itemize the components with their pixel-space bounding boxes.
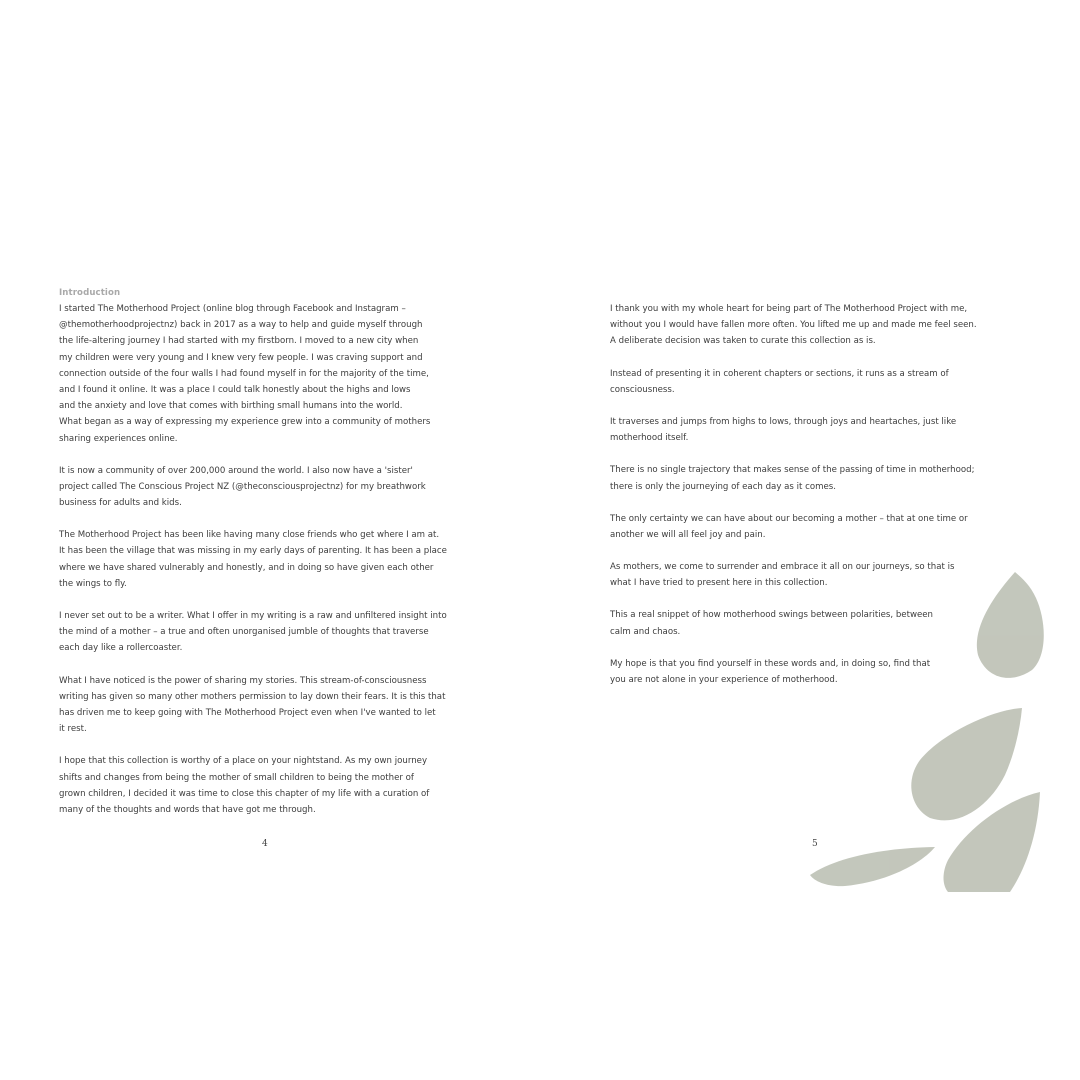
text-line: has driven me to keep going with The Motherhood Project even when I've wanted to let bbox=[59, 707, 436, 718]
text-line: where we have shared vulnerably and honestly, and in doing so have given each other bbox=[59, 562, 434, 573]
text-line: and the anxiety and love that comes with birthing small humans into the world. bbox=[59, 401, 403, 412]
right-page-paragraph bbox=[610, 414, 1030, 446]
text-line: This a real snippet of how motherhood swings between polarities, between bbox=[610, 610, 933, 621]
text-line: What began as a way of expressing my experience grew into a community of mothers bbox=[59, 417, 431, 428]
text-line: you are not alone in your experience of motherhood. bbox=[610, 675, 838, 685]
text-line: sharing experiences online. bbox=[59, 433, 178, 444]
text-line: writing has given so many other mothers permission to lay down their fears. It is this that bbox=[59, 691, 446, 702]
text-line: The only certainty we can have about our becoming a mother – that at one time or bbox=[610, 513, 968, 524]
text-line: shifts and changes from being the mother of small children to being the mother of bbox=[59, 772, 414, 783]
text-line: there is only the journeying of each day as it comes. bbox=[610, 481, 836, 492]
leaf-icon bbox=[977, 572, 1044, 678]
text-line: What I have noticed is the power of sharing my stories. This stream-of-consciousness bbox=[59, 675, 427, 686]
text-line: without you I would have fallen more often. You lifted me up and made me feel seen. bbox=[610, 320, 977, 331]
text-line: the wings to fly. bbox=[59, 578, 127, 589]
left-page-paragraph bbox=[59, 753, 479, 818]
text-line: my children were very young and I knew very few people. I was craving support and bbox=[59, 352, 423, 363]
text-line: it rest. bbox=[59, 724, 87, 735]
leaf-decoration bbox=[800, 560, 1080, 900]
text-line: I never set out to be a writer. What I offer in my writing is a raw and unfiltered insight into bbox=[59, 611, 447, 621]
left-page-body bbox=[59, 301, 479, 818]
leaf-icon bbox=[810, 847, 935, 886]
text-line: @themotherhoodprojectnz) back in 2017 as a way to help and guide myself through bbox=[59, 320, 423, 331]
text-line: what I have tried to present here in this collection. bbox=[610, 578, 828, 589]
text-line: the mind of a mother – a true and often unorganised jumble of thoughts that traverse bbox=[59, 627, 429, 638]
text-line: Instead of presenting it in coherent chapters or sections, it runs as a stream of bbox=[610, 368, 949, 379]
leaf-icon bbox=[911, 708, 1022, 820]
text-line: and I found it online. It was a place I could talk honestly about the highs and lows bbox=[59, 384, 411, 395]
page-number-right: 5 bbox=[812, 839, 818, 849]
right-page-paragraph bbox=[610, 366, 1030, 398]
left-page-paragraph bbox=[59, 527, 479, 592]
page-number-left: 4 bbox=[262, 839, 268, 849]
text-line: It has been the village that was missing in my early days of parenting. It has been a place bbox=[59, 546, 447, 557]
text-line: business for adults and kids. bbox=[59, 498, 182, 509]
text-line: The Motherhood Project has been like having many close friends who get where I am at. bbox=[59, 530, 440, 541]
text-line: calm and chaos. bbox=[610, 626, 681, 637]
text-line: motherhood itself. bbox=[610, 433, 689, 444]
right-page-paragraph bbox=[610, 301, 1030, 350]
text-line: project called The Conscious Project NZ (@theconsciousprojectnz) for my breathwork bbox=[59, 481, 426, 492]
right-page-paragraph bbox=[610, 462, 1030, 494]
section-title: Introduction bbox=[59, 288, 121, 298]
left-page-paragraph bbox=[59, 301, 479, 447]
text-line: the life-altering journey I had started with my firstborn. I moved to a new city when bbox=[59, 336, 419, 347]
text-line: consciousness. bbox=[610, 384, 675, 395]
text-line: connection outside of the four walls I had found myself in for the majority of the time, bbox=[59, 368, 429, 379]
text-line: A deliberate decision was taken to curate this collection as is. bbox=[610, 336, 876, 347]
text-line: My hope is that you find yourself in these words and, in doing so, find that bbox=[610, 658, 931, 669]
text-line: There is no single trajectory that makes sense of the passing of time in motherhood; bbox=[610, 465, 975, 476]
text-line: I started The Motherhood Project (online blog through Facebook and Instagram – bbox=[59, 304, 406, 314]
text-line: It is now a community of over 200,000 around the world. I also now have a 'sister' bbox=[59, 465, 413, 476]
text-line: grown children, I decided it was time to close this chapter of my life with a curation of bbox=[59, 788, 430, 799]
text-line: another we will all feel joy and pain. bbox=[610, 529, 766, 540]
right-page-paragraph bbox=[610, 511, 1030, 543]
text-line: I hope that this collection is worthy of a place on your nightstand. As my own journey bbox=[59, 756, 428, 767]
left-page bbox=[59, 285, 479, 834]
text-line: each day like a rollercoaster. bbox=[59, 643, 183, 654]
left-page-paragraph bbox=[59, 463, 479, 512]
text-line: It traverses and jumps from highs to lows, through joys and heartaches, just like bbox=[610, 416, 957, 427]
text-line: I thank you with my whole heart for being part of The Motherhood Project with me, bbox=[610, 304, 968, 314]
text-line: many of the thoughts and words that have got me through. bbox=[59, 804, 316, 815]
left-page-paragraph bbox=[59, 608, 479, 657]
text-line: As mothers, we come to surrender and embrace it all on our journeys, so that is bbox=[610, 562, 955, 573]
left-page-paragraph bbox=[59, 673, 479, 738]
